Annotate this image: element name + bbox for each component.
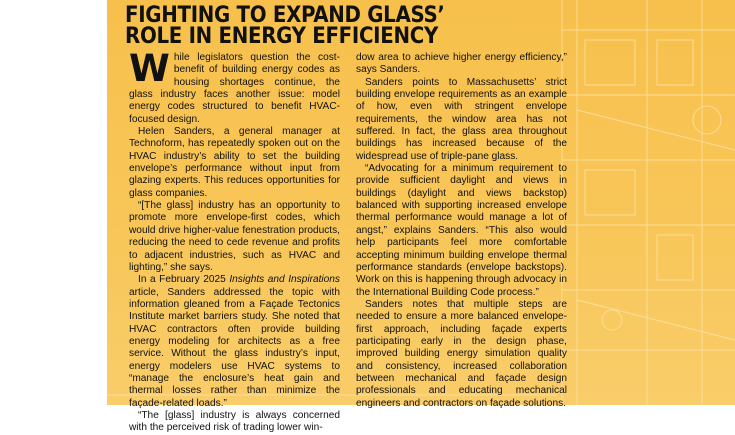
paragraph-8: “Advocating for a minimum requirement to provide sufficient daylight and views in buildings (daylight and views backstop) balanced with supporting increased envelope thermal performance would manage a lot of angst,” explains Sanders. “This also would help participants feel more comfortable accepting minimum building envelope thermal performance standards (envelope backstops). Work on this is happening through advocacy in the International Building Code process.” bbox=[356, 163, 567, 298]
paragraph-6: dow area to achieve higher energy efficiency,” says Sanders. bbox=[356, 52, 567, 76]
paragraph-3: “[The glass] industry has an opportunity to promote more envelope-first codes, which would drive higher-value fenestration products, reducing the need to cede revenue and profits to adjacent industries, such as HVAC and lighting,” she says. bbox=[129, 200, 340, 273]
paragraph-2: Helen Sanders, a general manager at Technoform, has repeatedly spoken out on the HVAC industry’s ability to set the building envelope’s performance without input from glazing experts. This reduces opportunities for glass companies. bbox=[129, 126, 340, 199]
paragraph-5: “The [glass] industry is always concerned with the perceived risk of trading lower win- bbox=[129, 409, 340, 434]
paragraph-4: In a February 2025 Insights and Inspirations article, Sanders addressed the topic with information gleaned from a Façade Tectonics Institute market barriers study. She noted that HVAC contractors often provide building energy modeling for architects as a free service. Without the glass industry’s input, energy modelers use HVAC systems to “manage the enclosure’s heat gain and thermal losses rather than minimize the façade-related loads.” bbox=[129, 274, 340, 409]
paragraph-1: While legislators question the cost-benefit of building energy codes as housing shortages continue, the glass industry faces another issue: model energy codes structured to benefit HVAC-focused design. bbox=[129, 47, 340, 125]
article-column-1 bbox=[129, 47, 340, 435]
headline bbox=[125, 5, 445, 47]
paragraph-9: Sanders notes that multiple steps are needed to ensure a more balanced envelope-first approach, including façade experts participating early in the design phase, improved building energy simulation quality and consistency, increased collaboration between mechanical and façade design professionals and educating mechanical engineers and contractors on façade solutions. bbox=[356, 298, 567, 409]
headline-line-2: ROLE IN ENERGY EFFICIENCY bbox=[125, 24, 438, 49]
drop-cap: W bbox=[129, 47, 170, 90]
headline-line-1: FIGHTING TO EXPAND GLASS’ bbox=[125, 3, 445, 28]
paragraph-7: Sanders points to Massachusetts’ strict building envelope requirements as an example of how, even with stringent envelope requirements, the window area has not suffered. In fact, the glass area throughout buildings has increased because of the widespread use of triple-pane glass. bbox=[356, 76, 567, 162]
article-column-2 bbox=[356, 52, 567, 410]
article-page bbox=[107, 0, 735, 434]
publication-title: Insights and Inspirations bbox=[229, 274, 340, 286]
